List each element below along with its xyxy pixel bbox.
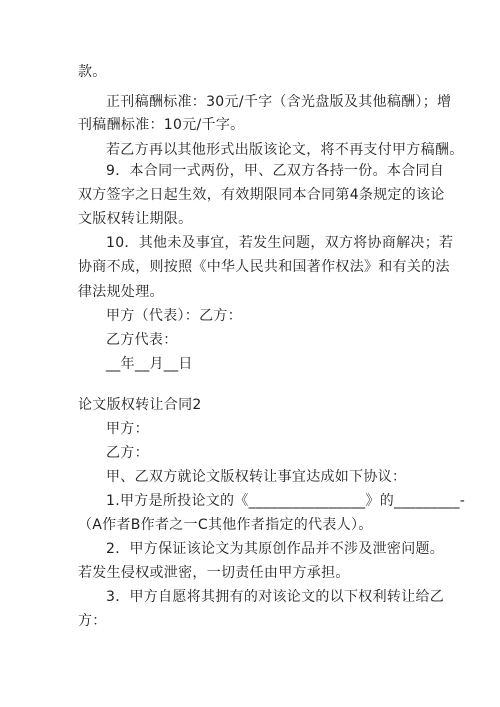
text-line: 甲方（代表）：乙方： [106, 308, 242, 324]
text-line: 文版权转让期限。 [78, 211, 193, 227]
text-line: 双方签字之日起生效，有效期限同本合同第4条规定的该论 [78, 187, 445, 203]
text-line: 9．本合同一式两份，甲、乙双方各持一份。本合同自 [106, 163, 445, 179]
text-line: 刊稿酬标准：10元/千字。 [78, 117, 245, 133]
text-line: 1.甲方是所投论文的《________________》的_________- [106, 493, 466, 509]
text-line: 律法规处理。 [78, 284, 164, 300]
text-line: 款。 [78, 64, 107, 80]
text-line: 2．甲方保证该论文为其原创作品并不涉及泄密问题。 [106, 541, 445, 557]
text-line: 3．甲方自愿将其拥有的对该论文的以下权利转让给乙 [106, 589, 445, 605]
text-line: 乙方代表： [106, 332, 178, 348]
text-line: 10．其他未及事宜，若发生问题，双方将协商解决；若 [106, 235, 454, 251]
text-line: 甲方： [106, 421, 149, 437]
text-line: 协商不成，则按照《中华人民共和国著作权法》和有关的法 [78, 259, 450, 275]
text-line: 方： [78, 613, 107, 629]
text-line: 乙方： [106, 445, 149, 461]
text-line: （A作者B作者之一C其他作者指定的代表人）。 [78, 517, 373, 533]
text-line: 正刊稿酬标准：30元/千字（含光盘版及其他稿酬）；增 [106, 94, 452, 110]
text-line: 若乙方再以其他形式出版该论文，将不再支付甲方稿酬。 [106, 142, 464, 158]
text-line: 若发生侵权或泄密，一切责任由甲方承担。 [78, 565, 350, 581]
section-title: 论文版权转让合同2 [78, 397, 202, 413]
date-line: __年__月__日 [106, 356, 193, 372]
text-line: 甲、乙双方就论文版权转让事宜达成如下协议： [106, 469, 407, 485]
